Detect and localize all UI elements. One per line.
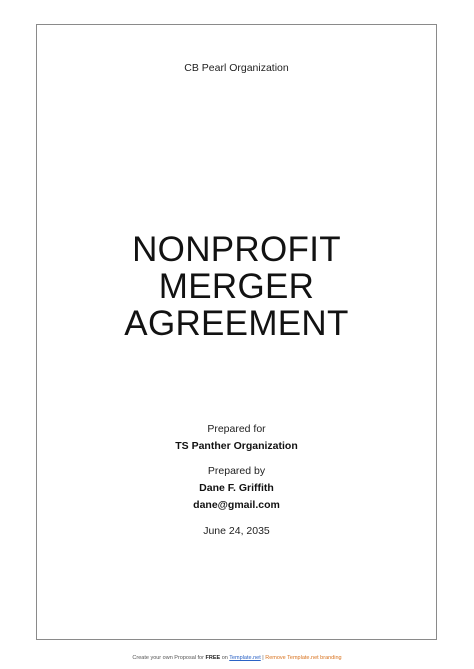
remove-branding-link[interactable]: Remove Template.net branding <box>265 655 342 661</box>
footer-site-link[interactable]: Template.net <box>229 655 261 661</box>
footer-free: FREE <box>205 655 221 661</box>
footer-separator: | <box>262 655 264 661</box>
document-title <box>37 231 436 342</box>
prepared-by-name: Dane F. Griffith <box>199 482 274 494</box>
prepared-for-name: TS Panther Organization <box>175 440 298 452</box>
prepared-details <box>37 421 436 540</box>
document-page <box>36 24 437 640</box>
prepared-by-email: dane@gmail.com <box>193 499 280 511</box>
title-line-1: NONPROFIT <box>132 230 341 269</box>
title-line-3: AGREEMENT <box>124 304 349 343</box>
footer-prefix: Create your own Proposal for <box>132 655 204 661</box>
prepared-for-label: Prepared for <box>207 423 266 435</box>
footer-on: on <box>221 655 228 661</box>
footer-banner <box>0 655 474 661</box>
document-date: June 24, 2035 <box>203 525 270 537</box>
prepared-by-label: Prepared by <box>207 465 266 477</box>
title-line-2: MERGER <box>158 267 315 306</box>
organization-name: CB Pearl Organization <box>184 62 289 74</box>
